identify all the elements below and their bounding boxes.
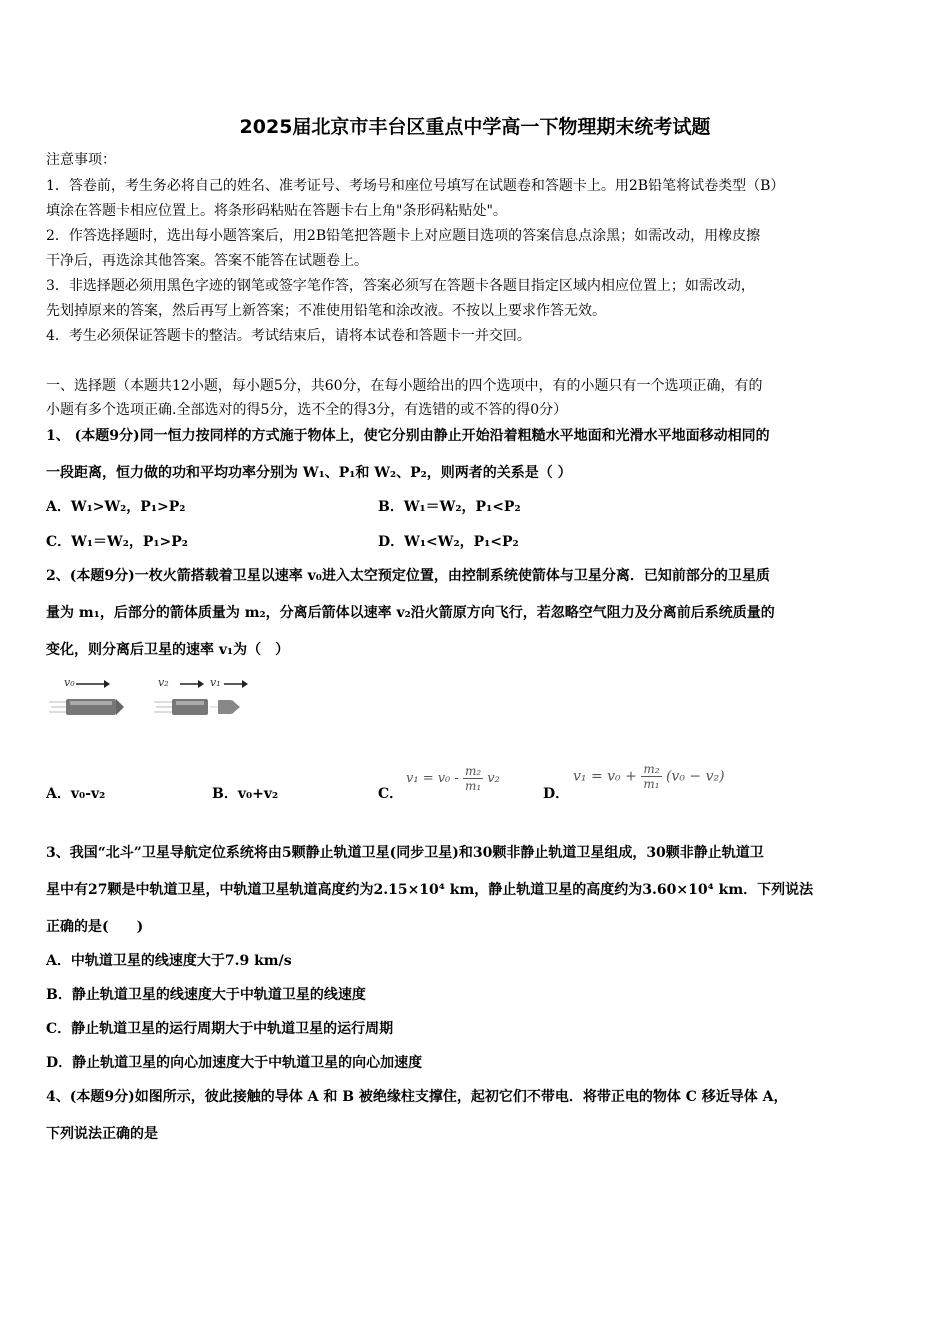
q1-option-d: D．W₁<W₂，P₁<P₂ bbox=[378, 534, 519, 550]
q1-stem-line-1: 1、 (本题9分)同一恒力按同样的方式施于物体上，使它分别由静止开始沿着粗糙水平地面和光滑水平地面移动相同的 bbox=[46, 428, 770, 444]
notice-line-6: 先划掉原来的答案，然后再写上新答案；不准使用铅笔和涂改液。不按以上要求作答无效。 bbox=[46, 303, 606, 319]
q2-option-d-formula bbox=[573, 762, 725, 791]
q1-option-b: B．W₁＝W₂，P₁<P₂ bbox=[378, 499, 521, 515]
rocket-separation-figure bbox=[46, 672, 261, 724]
q3-option-b: B．静止轨道卫星的线速度大于中轨道卫星的线速度 bbox=[46, 987, 366, 1003]
d-formula-tail: (v₀ − v₂) bbox=[665, 768, 725, 785]
page-title: 2025届北京市丰台区重点中学高一下物理期末统考试题 bbox=[239, 116, 711, 138]
d-formula-denominator: m₁ bbox=[643, 777, 660, 791]
q2-stem-line-2: 量为 m₁，后部分的箭体质量为 m₂，分离后箭体以速率 v₂沿火箭原方向飞行，若忽略空气阻力及分离前后系统质量的 bbox=[46, 605, 775, 621]
section-header-line-2: 小题有多个选项正确.全部选对的得5分，选不全的得3分，有选错的或不答的得0分） bbox=[46, 402, 568, 418]
q2-option-d-label: D． bbox=[543, 786, 570, 802]
notice-line-7: 4．考生必须保证答题卡的整洁。考试结束后，请将本试卷和答题卡一并交回。 bbox=[46, 328, 531, 344]
notice-line-4: 干净后，再选涂其他答案。答案不能答在试题卷上。 bbox=[46, 253, 368, 269]
q2-option-c-label: C． bbox=[378, 786, 404, 802]
q2-stem-line-3: 变化，则分离后卫星的速率 v₁为（ ） bbox=[46, 642, 290, 658]
q4-stem-line-2: 下列说法正确的是 bbox=[46, 1126, 158, 1142]
c-formula-tail: v₂ bbox=[487, 771, 500, 786]
q2-option-a: A．v₀-v₂ bbox=[46, 786, 106, 802]
q3-option-c: C．静止轨道卫星的运行周期大于中轨道卫星的运行周期 bbox=[46, 1021, 394, 1037]
q3-stem-line-2: 星中有27颗是中轨道卫星，中轨道卫星轨道高度约为2.15×10⁴ km，静止轨道卫星的高度约为3.60×10⁴ km．下列说法 bbox=[46, 882, 814, 898]
d-formula-fraction bbox=[641, 762, 661, 791]
notice-line-3: 2．作答选择题时，选出每小题答案后，用2B铅笔把答题卡上对应题目选项的答案信息点涂黑；如需改动，用橡皮擦 bbox=[46, 228, 761, 244]
c-formula-numerator: m₂ bbox=[464, 764, 482, 778]
q1-stem-line-2: 一段距离，恒力做的功和平均功率分别为 W₁、P₁和 W₂、P₂，则两者的关系是（ ） bbox=[46, 465, 572, 481]
notice-line-2: 填涂在答题卡相应位置上。将条形码粘贴在答题卡右上角"条形码粘贴处"。 bbox=[46, 203, 507, 219]
q2-option-c-formula bbox=[406, 764, 500, 793]
c-formula-lhs: v₁ = v₀ - bbox=[406, 771, 459, 786]
q2-stem-line-1: 2、(本题9分)一枚火箭搭载着卫星以速率 v₀进入太空预定位置，由控制系统使箭体与卫星分离．已知前部分的卫星质 bbox=[46, 568, 770, 584]
q3-option-d: D．静止轨道卫星的向心加速度大于中轨道卫星的向心加速度 bbox=[46, 1055, 423, 1071]
fig-label-v2: v₂ bbox=[158, 676, 169, 689]
d-formula-lhs: v₁ = v₀ + bbox=[573, 768, 637, 785]
notice-heading: 注意事项： bbox=[46, 152, 116, 168]
notice-line-5: 3．非选择题必须用黑色字迹的钢笔或签字笔作答，答案必须写在答题卡各题目指定区域内相应位置上；如需改动， bbox=[46, 278, 755, 294]
d-formula-numerator: m₂ bbox=[643, 762, 660, 776]
q4-stem-line-1: 4、(本题9分)如图所示，彼此接触的导体 A 和 B 被绝缘柱支撑住，起初它们不带电．将带正电的物体 C 移近导体 A， bbox=[46, 1089, 788, 1105]
q2-option-b: B．v₀+v₂ bbox=[212, 786, 279, 802]
q3-stem-line-3: 正确的是( ) bbox=[46, 919, 144, 935]
c-formula-denominator: m₁ bbox=[464, 779, 482, 793]
c-formula-fraction bbox=[463, 764, 483, 793]
fig-label-v0: v₀ bbox=[64, 676, 75, 689]
rocket-before-icon bbox=[49, 680, 124, 715]
section-header-line-1: 一、选择题（本题共12小题，每小题5分，共60分，在每小题给出的四个选项中，有的小题只有一个选项正确，有的 bbox=[46, 378, 763, 394]
notice-line-1: 1．答卷前，考生务必将自己的姓名、准考证号、考场号和座位号填写在试题卷和答题卡上。用2B铅笔将试卷类型（B） bbox=[46, 178, 785, 194]
q1-option-c: C．W₁＝W₂，P₁>P₂ bbox=[46, 534, 188, 550]
q3-option-a: A．中轨道卫星的线速度大于7.9 km/s bbox=[46, 953, 292, 969]
q3-stem-line-1: 3、我国“北斗”卫星导航定位系统将由5颗静止轨道卫星(同步卫星)和30颗非静止轨道卫星组成，30颗非静止轨道卫 bbox=[46, 845, 764, 861]
fig-label-v1: v₁ bbox=[210, 676, 221, 689]
q1-option-a: A．W₁>W₂，P₁>P₂ bbox=[46, 499, 186, 515]
